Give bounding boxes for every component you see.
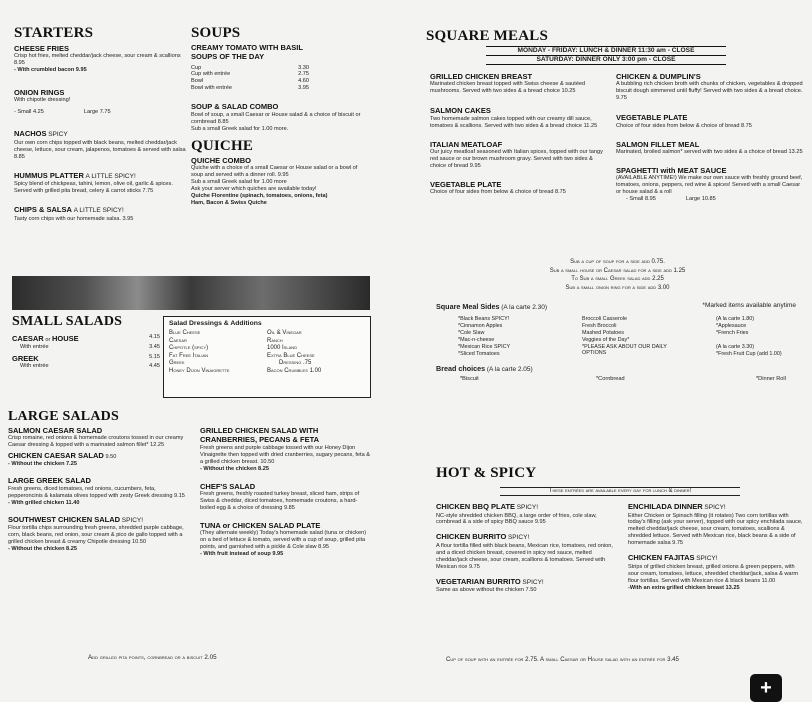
- dressing-item: Honey Dijon Vinaigrette: [169, 367, 230, 374]
- cheese-fries-note: - With crumbled bacon 9.95: [14, 67, 87, 74]
- dressing-item: Bacon Crumbles 1.00: [267, 367, 322, 374]
- southwest-tag: SPICY!: [121, 516, 144, 524]
- meal-item: [430, 106, 608, 129]
- hot-item-header: [628, 553, 806, 564]
- hot-item: [436, 577, 616, 594]
- soup-salad-combo-sub: Sub a small Greek salad for 1.00 more.: [191, 125, 289, 132]
- greek-sub-price: 4.45: [149, 363, 160, 370]
- caesar-sub: With entrée: [20, 344, 49, 350]
- hot-item-tag: SPICY!: [704, 504, 726, 511]
- substitutions: [430, 258, 805, 293]
- meal-name: SALMON CAKES: [430, 106, 491, 116]
- sides-carte: (A la carte 2.30): [501, 304, 548, 311]
- meal-desc: Our juicy meatloaf seasoned with Italian spices, topped with our tangy red sauce or our brown mushroom gravy. Served with two sides & choice of bread 9.95: [430, 149, 603, 170]
- square-meals-right: [616, 72, 806, 213]
- tuna-plate-note: - With fruit instead of soup 9.95: [200, 551, 284, 558]
- onion-rings-small: - Small 4.25: [14, 109, 44, 116]
- side-item: Fresh Broccoli: [582, 322, 617, 329]
- onion-rings-desc: With chipotle dressing!: [14, 97, 71, 104]
- southwest-name: SOUTHWEST CHICKEN SALAD: [8, 514, 121, 524]
- grilled-chicken-salad-desc: Fresh greens and purple cabbage tossed with our Honey Dijon Vinaigrette then topped with dried cranberries, sugary pecans, feta & a grilled chicken breast. 10.50: [200, 444, 370, 465]
- side-item: *Cinnamon Apples: [458, 322, 503, 329]
- meal-item: [616, 166, 806, 203]
- caesar-name: CAESAR: [12, 333, 44, 343]
- nachos-desc: Our own corn chips topped with black beans, melted cheddar/jack cheese, lettuce, sour cream, jalapenos, tomatoes & served with salsa 8.85: [14, 139, 186, 160]
- hot-item-desc: A flour tortilla filled with black beans, Mexican rice, tomatoes, red onion, and a diced chicken breast, covered in spicy red sauce, melted cheddar/jack cheese, sour cream, scallions & tomatoes. Served with Mexican rice 9.75: [436, 542, 613, 570]
- quiche-desc: Quiche with a choice of a small Caesar or House salad or a bowl of soup and served with a dinner roll. 9.95: [191, 164, 358, 178]
- dressing-item: Dressing .75: [279, 360, 312, 367]
- bread-carte: (A la carte 2.05): [486, 365, 533, 373]
- dressing-item: Extra Blue Cheese: [267, 352, 315, 359]
- soup-price-list: [191, 65, 309, 93]
- hot-item-tag: SPICY!: [522, 578, 544, 586]
- meal-desc: Marinated chicken breast topped with Swiss cheese & sautéed mushrooms. Served with two sides & a bread choice 10.25: [430, 81, 586, 95]
- greek-sub: With entrée: [20, 363, 49, 370]
- hummus-name: HUMMUS PLATTER: [14, 170, 84, 180]
- house-name: HOUSE: [52, 333, 79, 343]
- southwest-note: - Without the chicken 8.25: [8, 546, 77, 553]
- creamy-tomato: CREAMY TOMATO WITH BASIL: [191, 42, 303, 52]
- sides-title: Square Meal Sides: [436, 302, 500, 311]
- dressing-item: Greek: [169, 360, 185, 367]
- substitution-line: Sub a cup of soup for a side add 0.75.: [570, 259, 665, 265]
- side-item: (A la carte 1.80): [716, 315, 755, 322]
- hummus-desc: Spicy blend of chickpeas, tahini, lemon, olive oil, garlic & spices. Served with grilled pita bread, celery & carrot sticks 7.75: [14, 181, 173, 195]
- meal-desc: Two homemade salmon cakes topped with our creamy dill sauce, tomatoes & scallions. Served with two sides & a bread choice 11.25: [430, 115, 598, 129]
- nachos-name: NACHOS: [14, 129, 47, 139]
- onion-rings-name: ONION RINGS: [14, 88, 65, 98]
- large-salads-right: [200, 426, 372, 558]
- soup-price-label: Bowl: [191, 78, 204, 85]
- soup-price-value: 2.75: [298, 71, 309, 78]
- soup-price-value: 3.30: [298, 64, 309, 71]
- soup-price-label: Cup: [191, 64, 202, 71]
- salmon-caesar-name: SALMON CAESAR SALAD: [8, 425, 103, 435]
- hot-item: [628, 502, 806, 547]
- meal-item: [616, 113, 806, 129]
- small-salads-section: [12, 313, 160, 370]
- hours-saturday: SATURDAY: DINNER ONLY 3:00 pm - CLOSE: [486, 56, 726, 65]
- substitution-line: Sub a small onion ring for a side add 3.00: [565, 285, 670, 292]
- meal-item: [616, 72, 806, 102]
- meal-small: - Small 8.95: [626, 196, 656, 203]
- starters-section: [14, 24, 186, 223]
- hot-spicy-section: [436, 464, 806, 496]
- meal-item: [430, 72, 608, 95]
- chicken-caesar-name: CHICKEN CAESAR SALAD: [8, 450, 104, 460]
- meal-large: Large 10.85: [685, 196, 716, 203]
- side-item: Mashed Potatoes: [582, 329, 624, 336]
- bread-title: Bread choices: [436, 363, 486, 373]
- side-item: *Applesauce: [716, 322, 747, 329]
- meal-desc: (AVAILABLE ANYTIME!) We make our own sauce with freshly ground beef, tomatoes, onions, peppers, red wine & spices! Served with a small Caesar or house salad & a roll: [616, 175, 803, 196]
- hot-item-name: CHICKEN BBQ PLATE: [436, 502, 516, 511]
- soup-price-label: Cup with entrée: [191, 71, 231, 78]
- hot-item: [436, 532, 616, 570]
- small-salads-title: SMALL SALADS: [12, 314, 123, 329]
- substitution-line: To Sub a small Greek salad add 2.25: [571, 276, 664, 283]
- hummus-tag: A LITTLE SPICY!: [85, 172, 136, 180]
- soup-salad-combo-name: SOUP & SALAD COMBO: [191, 102, 279, 112]
- hours-weekday: MONDAY - FRIDAY: LUNCH & DINNER 11:30 am - CLOSE: [486, 46, 726, 56]
- sides-section: [436, 302, 806, 383]
- quiche-sub: Sub a small Greek salad for 1.00 more: [191, 178, 287, 185]
- greek-price: 5.15: [149, 353, 160, 360]
- hot-item-desc: Either Chicken or Spinach filling (it rotates) Two corn tortillas with today's filling (ask your server), topped with our spicy enchilada sauce, melted cheddar/jack cheese, sour cream, tomatoes, scallions & shredded lettuce. Served with Mexican rice, black beans & a side of homemade salsa 9.75: [628, 512, 803, 547]
- grilled-chicken-salad-name: GRILLED CHICKEN SALAD WITH CRANBERRIES, PECANS & FETA: [200, 426, 320, 445]
- square-meals-section: [426, 27, 801, 65]
- quiche-ham: Ham, Bacon & Swiss Quiche: [191, 199, 267, 206]
- dressing-item: Blue Cheese: [169, 330, 201, 337]
- caesar-price: 4.15: [149, 333, 160, 340]
- dressing-item: Oil & Vinegar: [267, 330, 302, 337]
- hot-item-tag: SPICY!: [507, 534, 530, 542]
- side-item: *Mac-n-cheese: [458, 336, 495, 343]
- hot-item-name: CHICKEN BURRITO: [436, 532, 507, 542]
- hot-item-name: CHICKEN FAJITAS: [628, 553, 695, 563]
- side-item: *Sliced Tomatoes: [458, 350, 500, 357]
- starters-title: STARTERS: [14, 25, 94, 41]
- grilled-chicken-salad-note: - Without the chicken 8.25: [200, 465, 269, 472]
- meal-name: ITALIAN MEATLOAF: [430, 139, 503, 149]
- side-item: (A la carte 3.30): [716, 343, 755, 350]
- hot-item-tag: SPICY!: [516, 504, 539, 511]
- dressing-item: Ranch: [267, 337, 283, 344]
- caesar-sub-price: 3.45: [149, 344, 160, 350]
- meal-desc: Choice of four sides from below & choice of bread 8.75: [616, 122, 752, 129]
- square-meals-left: [430, 72, 608, 206]
- meal-desc: A bubbling rich chicken broth with chunks of chicken, vegetables & dropped biscuit dough simmered until fluffy! Served with two sides & a bread choice. 9.75: [616, 81, 803, 102]
- soups-section: [191, 24, 366, 207]
- marked-note: *Marked items available anytime: [702, 302, 796, 309]
- side-item: *French Fries: [716, 329, 749, 336]
- hot-spicy-left: [436, 502, 616, 600]
- substitution-line: Sub a small house or Caesar salad for a side add 1.25: [549, 267, 686, 274]
- meal-name: VEGETABLE PLATE: [430, 180, 502, 190]
- soup-price-row: [191, 78, 309, 85]
- cheese-fries-name: CHEESE FRIES: [14, 43, 70, 53]
- chips-desc: Tasty corn chips with our homemade salsa. 3.95: [14, 215, 134, 222]
- plus-icon: +: [760, 677, 772, 699]
- side-item: Veggies of the Day*: [582, 336, 630, 343]
- side-item: *Cole Slaw: [458, 329, 485, 336]
- meal-name: CHICKEN & DUMPLIN'S: [616, 72, 701, 81]
- hot-item-header: [436, 577, 616, 588]
- soups-title: SOUPS: [191, 25, 241, 41]
- southwest-desc: Flour tortilla chips surrounding fresh greens, shredded purple cabbage, corn, black beans, red onion, sour cream & pico de gallo topped with a grilled chicken breast & creamy Chipotle dressing 10.50: [8, 525, 184, 546]
- soup-price-value: 4.60: [298, 78, 309, 85]
- hot-item-desc: Same as above without the chicken 7.50: [436, 587, 537, 594]
- large-salads-section: [8, 408, 188, 553]
- soup-price-row: [191, 85, 309, 92]
- caesar-or: or: [45, 336, 51, 343]
- hot-item-tag: SPICY!: [696, 555, 718, 563]
- soup-salad-combo-desc: Bowl of soup, a small Caesar or House salad & a choice of biscuit or cornbread 8.85: [191, 111, 361, 125]
- bread-item: *Dinner Roll: [756, 376, 786, 382]
- chips-tag: A LITTLE SPICY!: [73, 207, 124, 215]
- meal-item: [616, 140, 806, 156]
- large-greek-desc: Fresh greens, diced tomatoes, red onions, cucumbers, feta, pepperoncinis & kalamata olives topped with zesty Greek dressing 9.15: [8, 485, 185, 499]
- cheese-fries-desc: Crisp hot fries, melted cheddar/jack cheese, sour cream & scallions 8.95: [14, 53, 181, 67]
- bread-item: *Biscuit: [460, 376, 479, 382]
- side-item: *Black Beans SPICY!: [458, 315, 510, 322]
- hot-spicy-footer: Cup of soup with an entrée for 2.75. A small Caesar or House salad with an entrée for 3.45: [446, 656, 679, 663]
- dressings-box: [163, 316, 371, 398]
- soup-price-label: Bowl with entrée: [191, 85, 233, 92]
- hot-item-note: -With an extra grilled chicken breast 13.25: [628, 584, 740, 591]
- meal-desc: Marinated, broiled salmon* served with two sides & a choice of bread 13.25: [616, 149, 803, 156]
- hot-item-header: [436, 532, 616, 543]
- hot-item-header: [436, 502, 616, 513]
- hot-item: [436, 502, 616, 526]
- hot-item-name: VEGETARIAN BURRITO: [436, 576, 521, 586]
- meal-item: [430, 140, 608, 170]
- hot-item: [628, 553, 806, 591]
- hot-spicy-title: HOT & SPICY: [436, 465, 537, 481]
- dressing-item: 1000 Island: [267, 345, 298, 352]
- dressing-item: Chipotle (spicy): [169, 345, 209, 352]
- meal-name: VEGETABLE PLATE: [616, 113, 688, 123]
- large-salads-footer: Add grilled pita points, cornbread or a biscuit 2.05: [88, 654, 217, 661]
- meal-name: SPAGHETTI with MEAT SAUCE: [616, 166, 727, 176]
- meal-item: [430, 180, 608, 196]
- meal-name: SALMON FILLET MEAL: [616, 139, 700, 149]
- hot-item-desc: Strips of grilled chicken breast, grilled onions & green peppers, with sour cream, tomatoes, lettuce, shredded cheddar/jack, salsa & warm flour tortillas. Served with Mexican rice & black beans 11.00: [628, 563, 799, 584]
- meal-desc: Choice of four sides from below & choice of bread 8.75: [430, 189, 566, 196]
- hot-item-desc: NC-style shredded chicken BBQ, a large order of fries, cole slaw, cornbread & a side of spicy BBQ sauce 9.95: [436, 512, 597, 526]
- soup-price-row: [191, 71, 309, 78]
- chefs-salad-desc: Fresh greens, freshly roasted turkey breast, sliced ham, strips of Swiss & cheddar, diced tomatoes, homemade croutons, a hard-boiled egg & a choice of dressing 9.85: [200, 491, 360, 512]
- large-greek-name: LARGE GREEK SALAD: [8, 476, 91, 486]
- salmon-caesar-desc: Crisp romaine, red onions & homemade croutons tossed in our creamy Caesar dressing & topped with a marinated salmon fillet* 12.25: [8, 434, 184, 448]
- hot-item-name: ENCHILADA DINNER: [628, 502, 703, 511]
- side-item: *PLEASE ASK ABOUT OUR DAILY OPTIONS: [582, 343, 667, 357]
- hot-item-header: [628, 502, 806, 513]
- side-item: [716, 337, 806, 344]
- bread-item: *Cornbread: [596, 376, 625, 382]
- chefs-salad-name: CHEF'S SALAD: [200, 481, 256, 491]
- quiche-combo: QUICHE COMBO: [191, 155, 251, 165]
- meal-name: GRILLED CHICKEN BREAST: [430, 72, 533, 81]
- hot-spicy-note: These entrées are available every day for lunch & dinner!: [500, 487, 740, 497]
- side-item: *Fresh Fruit Cup (add 1.00): [716, 350, 782, 357]
- square-meals-title: SQUARE MEALS: [426, 28, 549, 44]
- side-item: Broccoli Casserole: [582, 315, 627, 322]
- dressing-item: Caesar: [169, 337, 187, 344]
- soup-price-row: [191, 65, 309, 72]
- tuna-plate-desc: (They alternate weekly) Today's homemade salad (tuna or chicken) on a bed of lettuce & tomato, served with a cup of soup, grilled pita points, and garnished with a pickle & Cole slaw 8.95: [200, 530, 367, 551]
- chicken-caesar-price: 9.50: [105, 453, 117, 460]
- side-item: *Mexican Rice SPICY: [458, 343, 511, 350]
- decorative-photo-strip: [12, 276, 370, 310]
- greek-name: GREEK: [12, 353, 39, 363]
- quiche-title: QUICHE: [191, 137, 254, 154]
- tuna-plate-name: TUNA or CHICKEN SALAD PLATE: [200, 521, 321, 531]
- quiche-ask: Ask your server which quiches are available today!: [191, 185, 317, 192]
- meal-sizes: [616, 196, 806, 203]
- add-button[interactable]: [750, 674, 782, 702]
- large-salads-title: LARGE SALADS: [8, 409, 119, 424]
- soup-price-value: 3.95: [298, 85, 309, 92]
- chicken-caesar-note: - Without the chicken 7.25: [8, 461, 77, 468]
- quiche-florentine: Quiche Florentine (spinach, tomatoes, onions, feta): [191, 192, 328, 199]
- soups-of-day: SOUPS OF THE DAY: [191, 52, 265, 62]
- nachos-tag: SPICY: [48, 131, 68, 139]
- dressing-item: Fat Free Italian: [169, 352, 209, 359]
- hot-spicy-right: [628, 502, 806, 598]
- dressings-title: Salad Dressings & Additions: [169, 320, 262, 327]
- large-greek-note: - With grilled chicken 11.40: [8, 499, 80, 506]
- chips-name: CHIPS & SALSA: [14, 205, 72, 215]
- onion-rings-large: Large 7.75: [83, 109, 111, 116]
